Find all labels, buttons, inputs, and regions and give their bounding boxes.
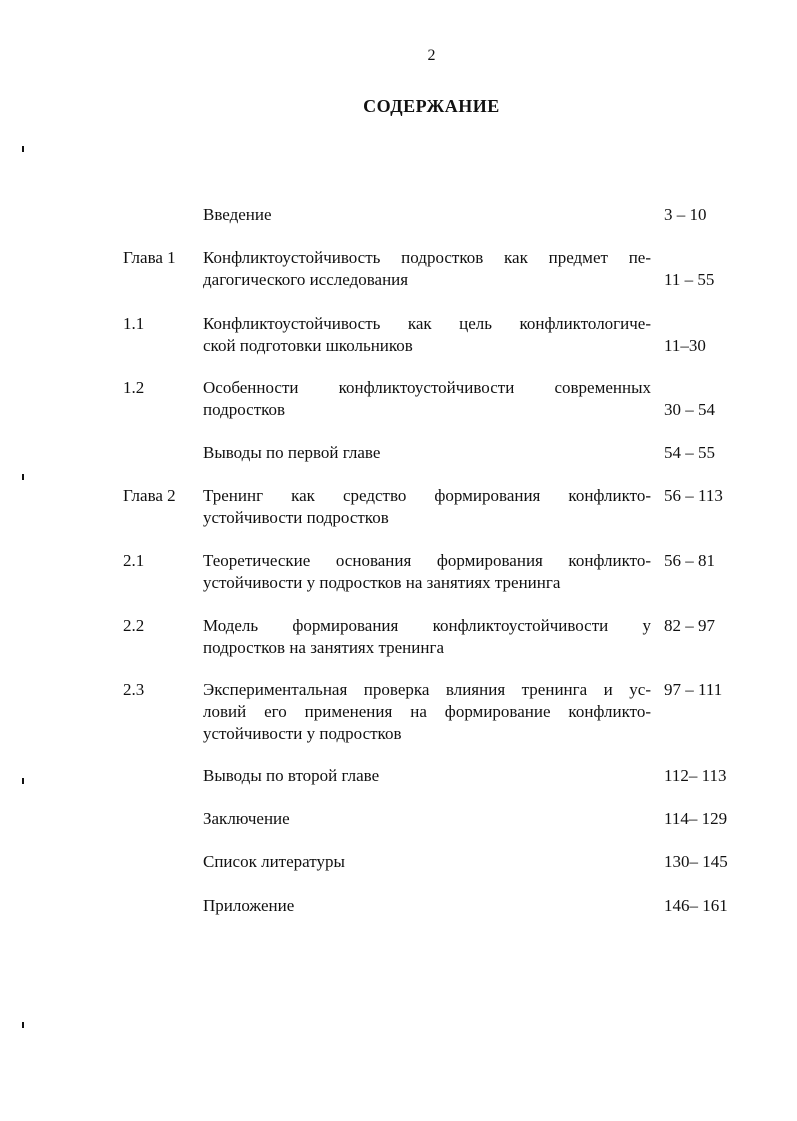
toc-entry-pages: 3 – 10 [664,205,707,224]
toc-entry-title [203,204,651,226]
toc-entry-line: устойчивости у подростков на занятиях тренинга [203,573,561,592]
toc-entry-pages: 82 – 97 [664,616,715,635]
scan-artifact [22,778,24,784]
toc-entry-pages: 11–30 [664,336,706,355]
toc-entry-number: 2.3 [123,680,145,699]
toc-entry-pages: 97 – 111 [664,680,723,699]
toc-entry-pages: 56 – 113 [664,486,723,505]
toc-entry-pages: 54 – 55 [664,443,715,462]
toc-entry-title [203,377,651,421]
toc-entry-number: 1.1 [123,314,145,333]
toc-entry-title [203,442,651,464]
toc-entry-title [203,765,651,787]
toc-entry-line: Конфликтоустойчивость подростков как предмет пе- [203,248,651,267]
toc-entry-line: Выводы по второй главе [203,766,380,785]
toc-entry-line: Особенности конфликтоустойчивости современных [203,378,651,397]
toc-entry-line: Введение [203,205,272,224]
toc-entry-pages: 130– 145 [664,852,728,871]
scan-artifact [22,1022,24,1028]
toc-entry-line: дагогического исследования [203,270,409,289]
toc-entry-title [203,679,651,745]
toc-entry-number: 2.2 [123,616,145,635]
toc-entry-title [203,851,651,873]
toc-entry-title [203,485,651,529]
toc-entry-pages: 146– 161 [664,896,728,915]
toc-entry-number: 2.1 [123,551,145,570]
toc-entry-title [203,550,651,594]
toc-entry-title [203,808,651,830]
toc-entry-line: подростков [203,400,286,419]
scan-artifact [22,474,24,480]
toc-entry-title [203,615,651,659]
toc-entry-line: Экспериментальная проверка влияния тренинга и ус- [203,680,651,699]
toc-entry-pages: 114– 129 [664,809,728,828]
toc-entry-line: Конфликтоустойчивость как цель конфликтологиче- [203,314,651,333]
toc-entry-number: Глава 1 [123,248,176,267]
toc-entry-line: Приложение [203,896,295,915]
toc-entry-line: Тренинг как средство формирования конфликто- [203,486,651,505]
toc-entry-pages: 30 – 54 [664,400,715,419]
toc-entry-line: Модель формирования конфликтоустойчивости у [203,616,651,635]
toc-entry-line: Заключение [203,809,290,828]
toc-entry-line: Выводы по первой главе [203,443,381,462]
toc-entry-line: устойчивости подростков [203,508,389,527]
toc-entry-title [203,247,651,291]
toc-entry-line: ской подготовки школьников [203,336,413,355]
page-number: 2 [427,47,436,64]
toc-entry-pages: 11 – 55 [664,270,715,289]
toc-entry-line: Теоретические основания формирования конфликто- [203,551,651,570]
toc-entry-title [203,313,651,357]
scan-artifact [22,146,24,152]
toc-entry-pages: 112– 113 [664,766,727,785]
toc-entry-number: 1.2 [123,378,145,397]
toc-entry-pages: 56 – 81 [664,551,715,570]
page-title: СОДЕРЖАНИЕ [363,96,500,116]
toc-entry-line: Список литературы [203,852,345,871]
toc-entry-line: подростков на занятиях тренинга [203,638,444,657]
toc-entry-line: устойчивости у подростков [203,724,402,743]
toc-entry-title [203,895,651,917]
toc-entry-line: ловий его применения на формирование конфликто- [203,702,651,721]
toc-entry-number: Глава 2 [123,486,176,505]
